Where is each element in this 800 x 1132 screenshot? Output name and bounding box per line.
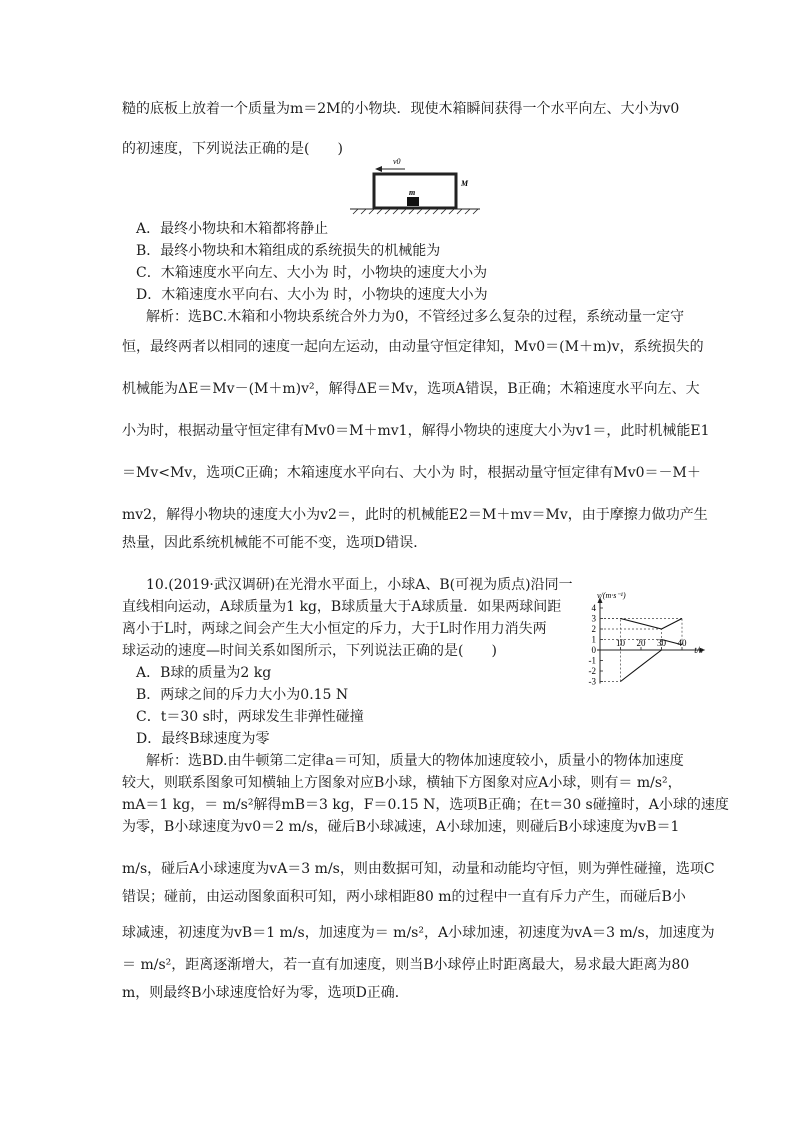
x-tick-label: 30 [657,638,666,648]
text-line: m/s，碰后A小球速度为vA＝3 m/s，则由数据可知，动量和动能均守恒，则为弹性碰撞，选项C [122,861,715,877]
text-line: 球运动的速度—时间关系如图所示，下列说法正确的是( ) [122,643,497,659]
text-line: 较大，则联系图象可知横轴上方图象对应B小球，横轴下方图象对应A小球，则有＝ m/s²， [122,775,682,791]
text-line: 解析：选BD.由牛顿第二定律a＝可知，质量大的物体加速度较小，质量小的物体加速度 [146,753,684,769]
x-tick-label: 40 [677,638,687,648]
velocity-time-chart [560,580,710,705]
text-line: A．B球的质量为2 kg [136,665,272,681]
y-tick-label: 3 [591,613,596,624]
text-line: ＝Mv<Mv，选项C正确；木箱速度水平向右、大小为 时，根据动量守恒定律有Mv0＝－M＋ [122,465,701,481]
text-line: C．木箱速度水平向左、大小为 时，小物块的速度大小为 [136,265,488,281]
text-line: 糙的底板上放着一个质量为m＝2M的小物块．现使木箱瞬间获得一个水平向左、大小为v0 [122,101,680,117]
series-line [621,619,662,630]
text-line: 球减速，初速度为vB＝1 m/s，加速度为＝ m/s²，A小球加速，初速度为vA＝3 m/s，加速度为 [122,925,715,941]
box-label: M [461,179,469,188]
series-line [662,619,683,630]
series-line [621,650,662,682]
text-line: mA＝1 kg，＝ m/s²解得mB＝3 kg，F＝0.15 N，选项B正确；在t＝30 s碰撞时，A小球的速度 [122,797,729,813]
y-tick-label: -3 [588,676,596,687]
text-line: 10.(2019·武汉调研)在光滑水平面上，小球A、B(可视为质点)沿同一 [146,577,573,593]
text-line: 离小于L时，两球之间会产生大小恒定的斥力，大于L时作用力消失两 [122,621,547,637]
x-tick-label: 20 [636,638,646,648]
text-line: 解析：选BC.木箱和小物块系统合外力为0，不管经过多么复杂的过程，系统动量一定守 [146,309,685,325]
y-tick-label: -1 [588,655,596,666]
small-block [407,197,419,206]
block-label: m [409,188,416,197]
text-line: 小为时，根据动量守恒定律有Mv0＝M＋mv1，解得小物块的速度大小为v1＝，此时机械能E1 [122,423,710,439]
text-line: C．t＝30 s时，两球发生非弹性碰撞 [136,709,364,725]
text-line: 的初速度，下列说法正确的是( ) [122,141,343,157]
text-line: B．两球之间的斥力大小为0.15 N [136,687,349,703]
y-tick-label: 4 [591,603,596,613]
ground-hatching [353,209,478,214]
y-tick-label: 2 [591,624,596,634]
text-line: 直线相向运动，A球质量为1 kg，B球质量大于A球质量．如果两球间距 [122,599,562,615]
x-tick-label: 10 [616,638,625,648]
y-axis-label: v/(m·s⁻¹) [597,591,626,600]
text-line: D．最终B球速度为零 [136,731,270,747]
text-line: 机械能为ΔE＝Mv－(M＋m)v²，解得ΔE＝Mv，选项A错误，B正确；木箱速度水平向左、大 [122,381,700,397]
text-line: 热量，因此系统机械能不可能不变，选项D错误． [122,535,428,551]
text-line: m，则最终B小球速度恰好为零，选项D正确． [122,985,409,1001]
y-tick-label: -2 [588,666,596,676]
text-line: 恒，最终两者以相同的速度一起向左运动，由动量守恒定律知，Mv0＝(M＋m)v，系统损失的 [122,339,704,355]
text-line: 错误；碰前，由运动图象面积可知，两小球相距80 m的过程中一直有斥力产生，而碰后B小 [122,889,686,905]
velocity-arrowhead [375,166,382,172]
text-line: A．最终小物块和木箱都将静止 [136,221,329,237]
velocity-label: v0 [393,157,401,166]
y-tick-label: 1 [591,634,596,645]
text-line: B．最终小物块和木箱组成的系统损失的机械能为 [136,243,441,259]
text-line: 为零，B小球速度为v0＝2 m/s，碰后B小球减速，A小球加速，则碰后B小球速度为vB＝1 [122,819,680,835]
box-figure [345,155,485,215]
x-axis-label: t/s [694,645,703,655]
chart-axes [589,591,706,687]
text-line: ＝ m/s²，距离逐渐增大，若一直有加速度，则当B小球停止时距离最大，易求最大距离为80 [122,957,690,973]
y-tick-label: 0 [591,645,596,655]
text-line: mv2，解得小物块的速度大小为v2＝，此时的机械能E2＝M＋mv＝Mv，由于摩擦力做功产生 [122,507,708,523]
text-line: D．木箱速度水平向右、大小为 时，小物块的速度大小为 [136,287,488,303]
